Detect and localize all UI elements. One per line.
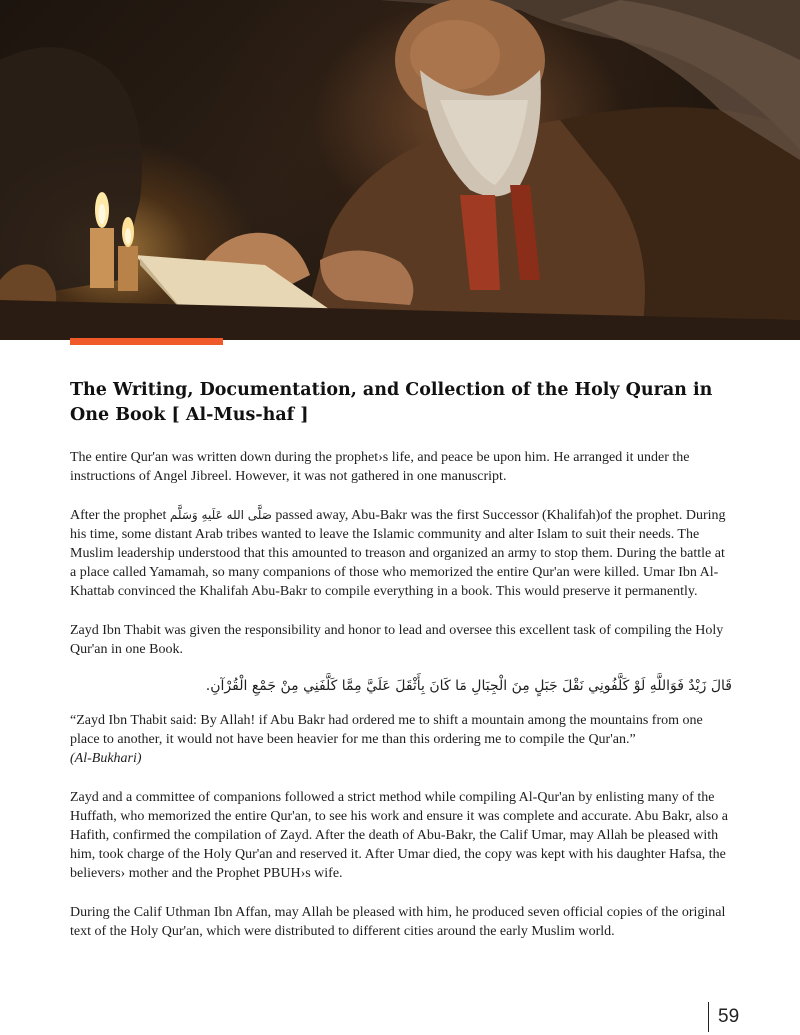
article-body <box>70 378 732 961</box>
paragraph-5: During the Calif Uthman Ibn Affan, may Allah be pleased with him, he produced seven official copies of the original text of the Holy Qur'an, which were distributed to different cities around the early Muslim world. <box>70 905 726 939</box>
paragraph-3: Zayd Ibn Thabit was given the responsibility and honor to lead and oversee this excellent task of compiling the Holy Qur'an in one Book. <box>70 623 724 657</box>
article-title <box>70 378 732 428</box>
paragraph-2-after: passed away, Abu-Bakr was the first Successor (Khalifah)of the prophet. During his time, some distant Arab tribes wanted to leave the Islamic community and alter Islam to suit their needs. The Muslim leadership understood that this amounted to treason and organized an army to stop them. During the battle at a place called Yamamah, so many companions of those who memorized the entire Qur'an were killed. Umar Ibn Al-Khattab convinced the Khalifah Abu-Bakr to compile everything in a book. This would preserve it permanently. <box>70 508 726 599</box>
hero-illustration <box>0 0 800 340</box>
article-title-line2: One Book [ Al-Mus-haf ] <box>70 405 309 425</box>
quote-citation: (Al-Bukhari) <box>70 751 142 766</box>
paragraph-2-before: After the prophet <box>70 508 170 523</box>
accent-bar <box>70 338 223 345</box>
quote-paragraph <box>70 711 732 768</box>
arabic-hadith-quote: قَالَ زَيْدٌ فَوَاللَّهِ لَوْ كَلَّفُونِي نَقْلَ جَبَلٍ مِنَ الْجِبَالِ مَا كَانَ بِأَثْقَلَ عَلَيَّ مِمَّا كَلَّفَنِي مِنْ جَمْعِ الْقُرْآنِ. <box>205 678 732 694</box>
page-number: 59 <box>708 1002 739 1032</box>
quote-text: “Zayd Ibn Thabit said: By Allah! if Abu Bakr had ordered me to shift a mountain among the mountains from one place to another, it would not have been heavier for me than this ordering me to compile the Qur'an.” <box>70 713 703 747</box>
salawat-arabic: صَلَّى الله عَلَيهِ وَسَلَّم <box>169 508 272 522</box>
paragraph-2 <box>70 506 732 601</box>
hero-image <box>0 0 800 340</box>
paragraph-1: The entire Qur'an was written down during the prophet›s life, and peace be upon him. He arranged it under the instructions of Angel Jibreel. However, it was not gathered in one manuscript. <box>70 450 690 484</box>
paragraph-4: Zayd and a committee of companions followed a strict method while compiling Al-Qur'an by enlisting many of the Huffath, who memorized the entire Qur'an, to see his work and ensure it was complete and accurate. Abu Bakr, also a Hafith, confirmed the compilation of Zayd. After the death of Abu-Bakr, the Calif Umar, may Allah be pleased with him, took charge of the Holy Qur'an and reserved it. After Umar died, the copy was kept with his daughter Hafsa, the believers› mother and the Prophet PBUH›s wife. <box>70 790 728 881</box>
article-title-line1: The Writing, Documentation, and Collection of the Holy Quran in <box>70 380 713 400</box>
